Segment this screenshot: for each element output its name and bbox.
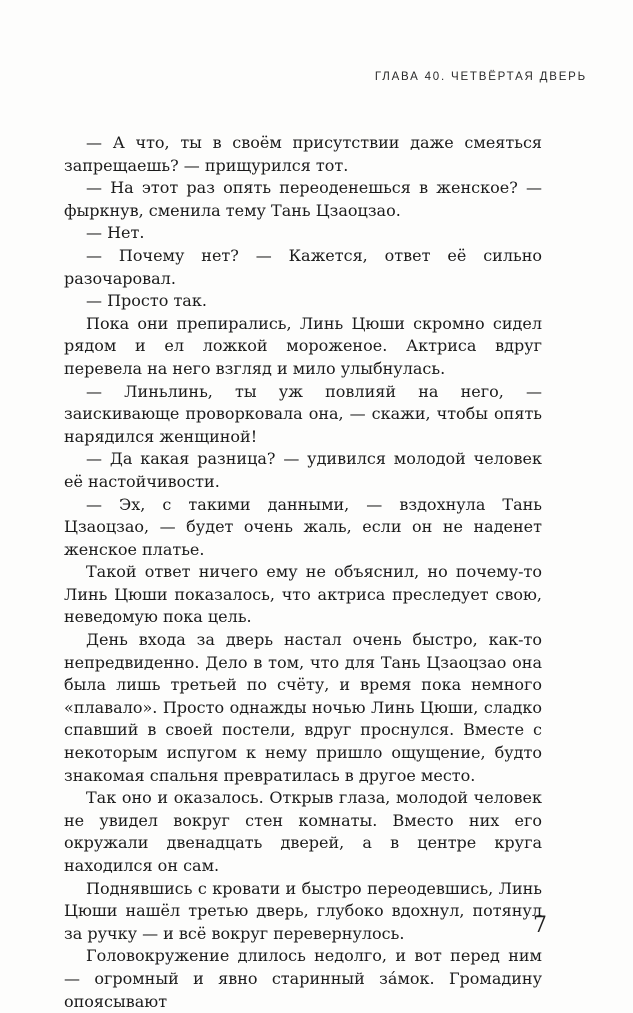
- paragraph: — Нет.: [86, 223, 145, 243]
- paragraph: Головокружение длилось недолго, и вот перед ним — огромный и явно старинный за́мок. Громадину опоясывают: [64, 946, 542, 1011]
- paragraph: Такой ответ ничего ему не объяснил, но почему-то Линь Цюши показалось, что актриса преследует свою, неведомую пока цель.: [64, 562, 542, 627]
- page-number: 7: [533, 913, 547, 938]
- paragraph: — А что, ты в своём присутствии даже смеяться запрещаешь? — прищурился тот.: [64, 133, 542, 175]
- paragraph: — Почему нет? — Кажется, ответ её сильно разочаровал.: [64, 245, 542, 288]
- paragraph: — Линьлинь, ты уж повлияй на него, — заискивающе проворковала она, — скажи, чтобы опять нарядился женщиной!: [64, 381, 542, 446]
- paragraph: — Эх, с такими данными, — вздохнула Тань Цзаоцзао, — будет очень жаль, если он не наденет женское платье.: [64, 494, 542, 559]
- paragraph: День входа за дверь настал очень быстро, как-то непредвиденно. Дело в том, что для Тань Цзаоцзао она была лишь третьей по счёту, и время пока немного «плавало». Просто однажды ночью Линь Цюши, сладко спавший в своей постели, вдруг проснулся. Вместе с некоторым испугом к нему пришло ощущение, будто знакомая спальня превратилась в другое место.: [64, 630, 542, 785]
- paragraph: Поднявшись с кровати и быстро переодевшись, Линь Цюши нашёл третью дверь, глубоко вдохнул, потянул за ручку — и всё вокруг перевернулось.: [64, 878, 542, 943]
- running-head: ГЛАВА 40. ЧЕТВЁРТАЯ ДВЕРЬ: [374, 71, 587, 83]
- body-text: [64, 132, 542, 1013]
- paragraph: Пока они препирались, Линь Цюши скромно сидел рядом и ел ложкой мороженое. Актриса вдруг перевела на него взгляд и мило улыбнулась.: [64, 313, 542, 378]
- paragraph: — Да какая разница? — удивился молодой человек её настойчивости.: [64, 449, 542, 491]
- paragraph: — На этот раз опять переоденешься в женское? — фыркнув, сменила тему Тань Цзаоцзао.: [64, 178, 542, 220]
- paragraph: Так оно и оказалось. Открыв глаза, молодой человек не увидел вокруг стен комнаты. Вместо них его окружали двенадцать дверей, а в центре круга находился он сам.: [64, 788, 542, 875]
- paragraph: — Просто так.: [86, 291, 207, 311]
